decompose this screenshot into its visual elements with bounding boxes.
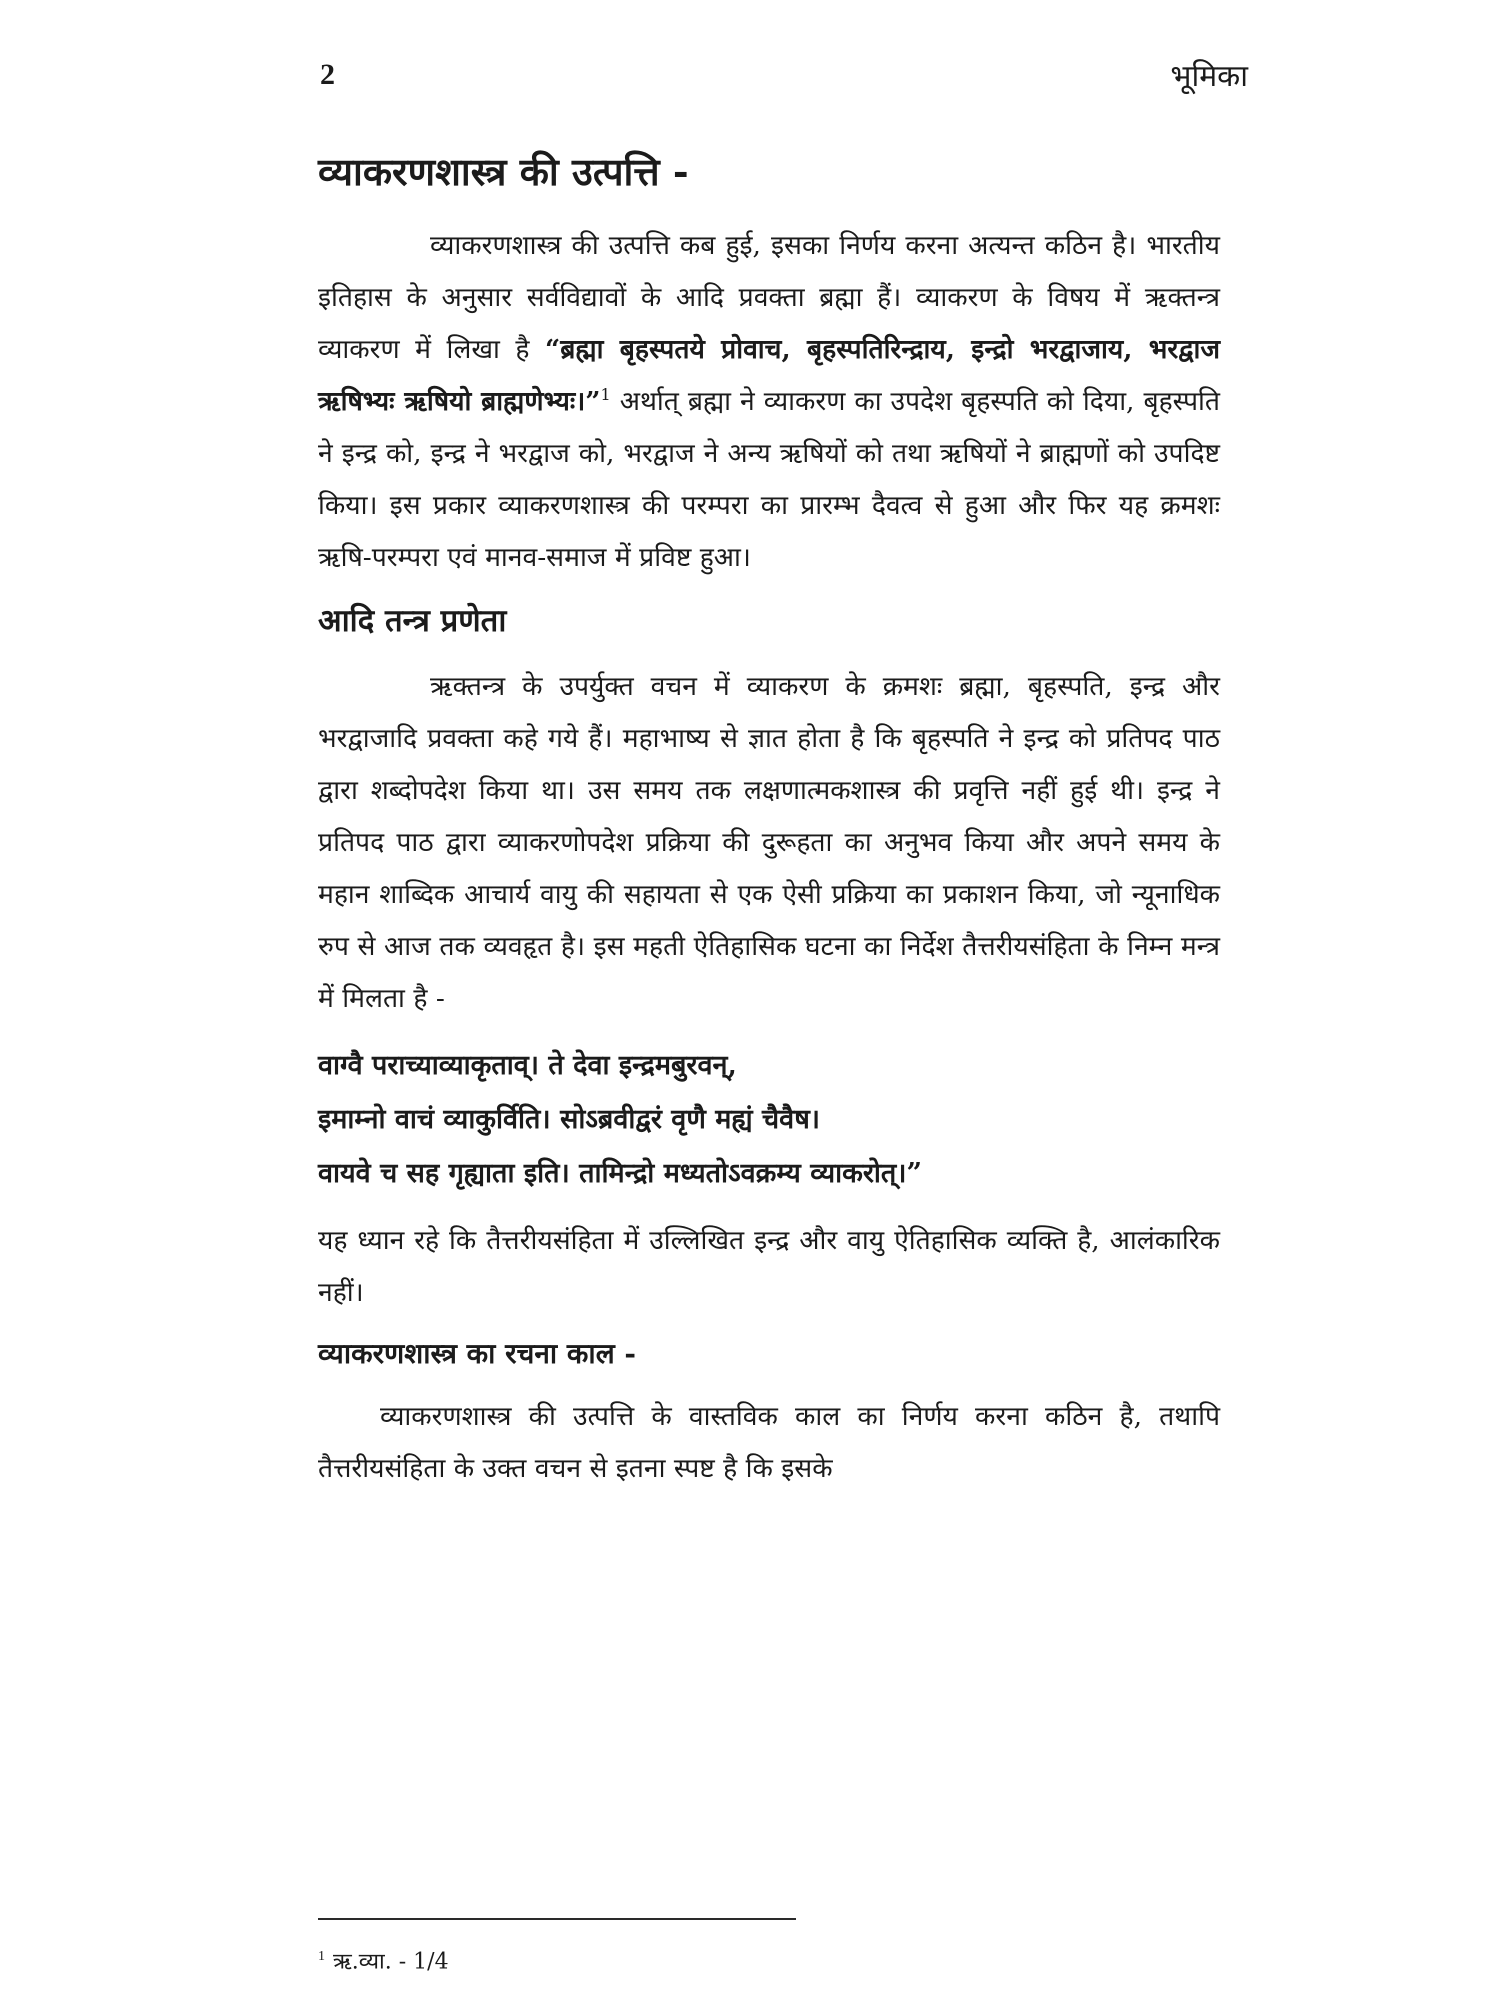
paragraph-origin [318, 220, 1220, 584]
rktantra-quote: “ब्रह्मा बृहस्पतये प्रोवाच, बृहस्पतिरिन्द्राय, इन्द्रो भरद्वाजाय, भरद्वाज ऋषिभ्यः ऋषियो ब्राह्मणेभ्यः।” [318, 334, 1220, 418]
section-heading-origin: व्याकरणशास्त्र की उत्पत्ति - [318, 149, 689, 194]
paragraph-text: व्याकरणशास्त्र की उत्पत्ति कब हुई, इसका निर्णय करना अत्यन्त कठिन है। भारतीय इतिहास के अनुसार सर्वविद्यावों के आदि प्रवक्ता ब्रह्मा हैं। व्याकरण के विषय में ऋक्तन्त्र व्याकरण में लिखा है [318, 230, 1220, 366]
section-heading-first-author: आदि तन्त्र प्रणेता [318, 603, 507, 640]
paragraph-text: अर्थात् ब्रह्मा ने व्याकरण का उपदेश बृहस्पति को दिया, बृहस्पति ने इन्द्र को, इन्द्र ने भरद्वाज को, भरद्वाज ने अन्य ऋषियों को तथा ऋषियों ने ब्राह्मणों को उपदिष्ट किया। इस प्रकार व्याकरणशास्त्र की परम्परा का प्रारम्भ दैवत्व से हुआ और फिर यह क्रमशः ऋषि-परम्परा एवं मानव-समाज में प्रविष्ट हुआ। [318, 386, 1220, 574]
footnote [318, 1942, 449, 1977]
verse-line: वाग्वै पराच्याव्याकृताव्। ते देवा इन्द्रमबुरवन्, [318, 1049, 737, 1081]
section-heading-composition-period: व्याकरणशास्त्र का रचना काल - [318, 1336, 637, 1370]
footnote-mark: 1 [318, 1949, 325, 1964]
footnote-divider [318, 1918, 796, 1920]
running-title: भूमिका [1170, 59, 1248, 94]
footnote-reference[interactable]: 1 [600, 385, 611, 405]
paragraph-composition-period: व्याकरणशास्त्र की उत्पत्ति के वास्तविक काल का निर्णय करना कठिन है, तथापि तैत्तरीयसंहिता के उक्त वचन से इतना स्पष्ट है कि इसके [318, 1400, 1220, 1484]
verse-line: इमाम्नो वाचं व्याकुर्विति। सोऽब्रवीद्वरं वृणै मह्यं चैवैष। [318, 1103, 821, 1135]
footnote-text: ऋ.व्या. - 1/4 [333, 1949, 449, 1975]
page-number: 2 [320, 58, 335, 91]
taittiriya-verse [318, 1039, 1220, 1201]
paragraph-first-author: ऋक्तन्त्र के उपर्युक्त वचन में व्याकरण के क्रमशः ब्रह्मा, बृहस्पति, इन्द्र और भरद्वाजादि प्रवक्ता कहे गये हैं। महाभाष्य से ज्ञात होता है कि बृहस्पति ने इन्द्र को प्रतिपद पाठ द्वारा शब्दोपदेश किया था। उस समय तक लक्षणात्मकशास्त्र की प्रवृत्ति नहीं हुई थी। इन्द्र ने प्रतिपद पाठ द्वारा व्याकरणोपदेश प्रक्रिया की दुरूहता का अनुभव किया और अपने समय के महान शाब्दिक आचार्य वायु की सहायता से एक ऐसी प्रक्रिया का प्रकाशन किया, जो न्यूनाधिक रुप से आज तक व्यवहृत है। इस महती ऐतिहासिक घटना का निर्देश तैत्तरीयसंहिता के निम्न मन्त्र में मिलता है - [318, 670, 1220, 1014]
paragraph-note: यह ध्यान रहे कि तैत्तरीयसंहिता में उल्लिखित इन्द्र और वायु ऐतिहासिक व्यक्ति है, आलंकारिक नहीं। [318, 1224, 1220, 1308]
page-body [318, 145, 1220, 1507]
verse-line: वायवे च सह गृह्याता इति। तामिन्द्रो मध्यतोऽवक्रम्य व्याकरोत्।” [318, 1157, 923, 1189]
